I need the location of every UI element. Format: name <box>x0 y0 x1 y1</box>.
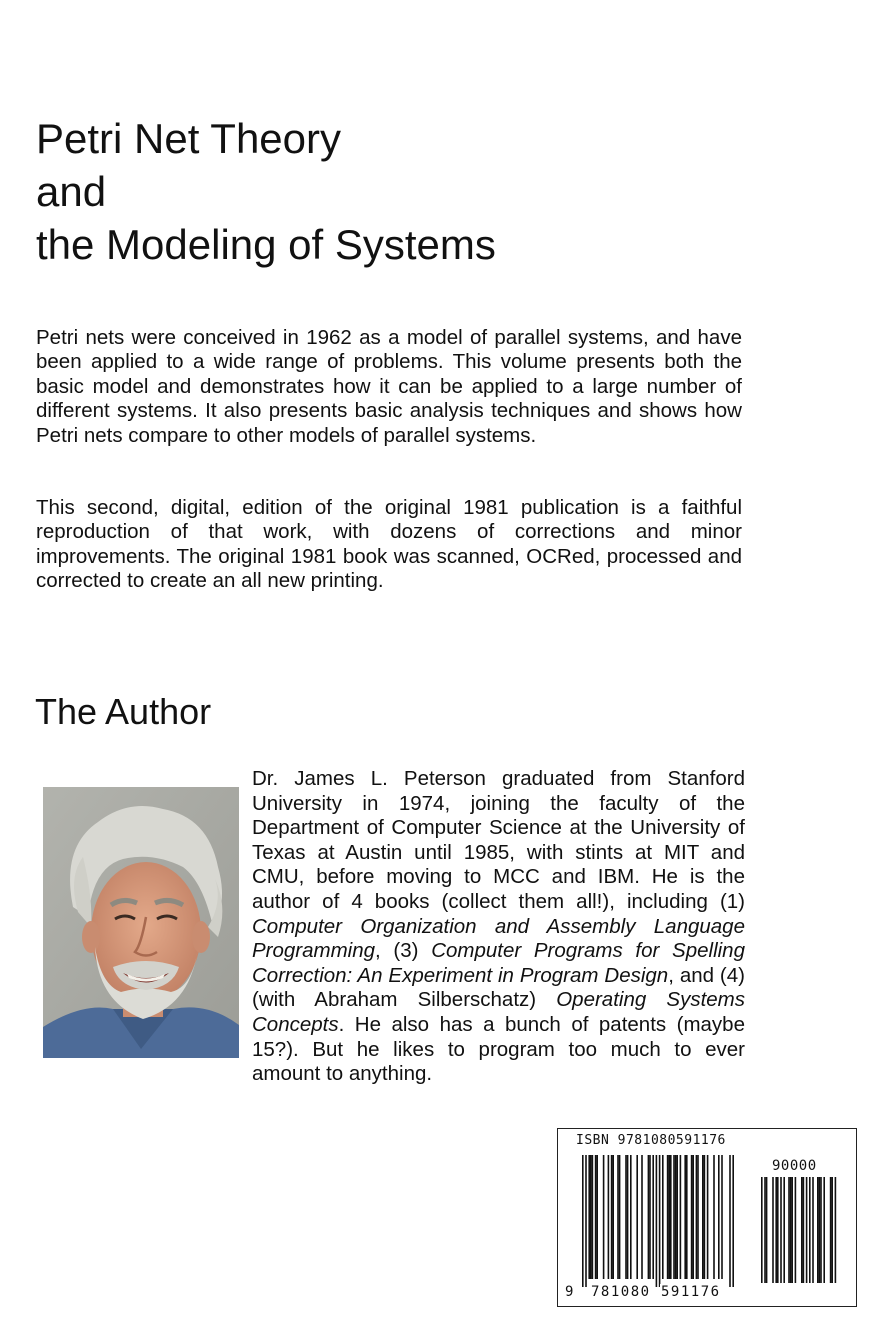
addon-barcode-module <box>761 1177 763 1283</box>
book-title <box>36 112 496 271</box>
barcode-module <box>680 1155 682 1279</box>
barcode-module <box>686 1155 688 1279</box>
barcode-module <box>617 1155 619 1279</box>
barcode-module <box>603 1155 605 1279</box>
barcode-module <box>668 1155 670 1279</box>
addon-barcode-module <box>812 1177 814 1283</box>
addon-barcode-module <box>764 1177 766 1283</box>
barcode-module <box>673 1155 675 1279</box>
barcode-module <box>707 1155 709 1279</box>
barcode-module <box>641 1155 643 1279</box>
addon-barcode-module <box>780 1177 782 1283</box>
addon-barcode-module <box>801 1177 803 1283</box>
author-heading: The Author <box>35 691 212 732</box>
title-line-2: and <box>36 168 107 215</box>
barcode-module <box>582 1155 584 1287</box>
addon-barcode-module <box>823 1177 825 1283</box>
price-code-label: 90000 <box>772 1158 817 1174</box>
bio-text-1: Dr. James L. Peterson graduated from Stanford University in 1974, joining the faculty of the Department of Computer Science at the University of Texas at Austin until 1985, with stints at MIT and CMU, before moving to MCC and IBM. He is the author of 4 books (collect them all!), including (1) <box>252 767 745 913</box>
author-biography <box>252 767 745 1087</box>
barcode-module <box>676 1155 678 1279</box>
barcode-module <box>592 1155 594 1279</box>
barcode-module <box>625 1155 627 1279</box>
addon-barcode-module <box>831 1177 833 1283</box>
title-line-1: Petri Net Theory <box>36 115 342 162</box>
barcode-bars <box>558 1129 856 1306</box>
barcode-module <box>684 1155 686 1279</box>
barcode-module <box>729 1155 731 1287</box>
bio-text-4: . He also has a bunch of patents (maybe 15?). But he likes to program too much to ever amount to anything. <box>252 1012 745 1086</box>
barcode-digits-left: 781080 <box>591 1284 651 1300</box>
barcode-module <box>702 1155 704 1279</box>
barcode-module <box>595 1155 597 1279</box>
bio-text-2: , (3) <box>375 939 432 963</box>
description-paragraph-2: This second, digital, edition of the original 1981 publication is a faithful reproduction of that work, with dozens of corrections and minor improvements. The original 1981 book was scanned, OCRed, processed and corrected to create an all new printing. <box>36 496 742 593</box>
addon-barcode-module <box>791 1177 793 1283</box>
barcode-module <box>704 1155 706 1279</box>
barcode-module <box>662 1155 664 1279</box>
description-paragraph-1: Petri nets were conceived in 1962 as a model of parallel systems, and have been applied to a wide range of problems. This volume presents both the basic model and demonstrates how it can be applied to a large number of different systems. It also presents basic analysis techniques and shows how Petri nets compare to other models of parallel systems. <box>36 326 742 447</box>
bio-book-4-title: Operating Systems Concepts <box>252 988 745 1036</box>
barcode-module <box>652 1155 654 1279</box>
addon-barcode-module <box>790 1177 792 1283</box>
barcode-module <box>670 1155 672 1279</box>
barcode-module <box>721 1155 723 1279</box>
addon-barcode-module <box>806 1177 808 1283</box>
barcode-digit-first: 9 <box>565 1284 574 1300</box>
barcode-module <box>692 1155 694 1279</box>
barcode-module <box>732 1155 734 1287</box>
addon-barcode-module <box>803 1177 805 1283</box>
addon-barcode-module <box>820 1177 822 1283</box>
addon-barcode-module <box>775 1177 777 1283</box>
barcode-module <box>656 1155 658 1287</box>
barcode-module <box>608 1155 610 1279</box>
barcode-module <box>636 1155 638 1279</box>
barcode-module <box>611 1155 613 1279</box>
barcode-module <box>667 1155 669 1279</box>
barcode-module <box>675 1155 677 1279</box>
addon-barcode-module <box>783 1177 785 1283</box>
author-photo <box>43 787 239 1058</box>
barcode-module <box>596 1155 598 1279</box>
bio-book-1-title: Computer Organization and Assembly Language Programming <box>252 914 745 963</box>
barcode-module <box>590 1155 592 1279</box>
barcode-module <box>612 1155 614 1279</box>
barcode-module <box>649 1155 651 1279</box>
barcode-digits-right: 591176 <box>661 1284 721 1300</box>
bio-text-3: , and (4) (with Abraham Silberschatz) <box>252 963 745 1012</box>
author-portrait-image <box>43 787 239 1058</box>
barcode-module <box>648 1155 650 1279</box>
barcode-module <box>627 1155 629 1279</box>
barcode-module <box>718 1155 720 1279</box>
barcode-module <box>588 1155 590 1279</box>
addon-barcode-module <box>795 1177 797 1283</box>
addon-barcode-module <box>777 1177 779 1283</box>
barcode-module <box>691 1155 693 1279</box>
addon-barcode-module <box>809 1177 811 1283</box>
addon-barcode-module <box>830 1177 832 1283</box>
barcode-module <box>713 1155 715 1279</box>
barcode-module <box>659 1155 661 1287</box>
addon-barcode-module <box>817 1177 819 1283</box>
barcode-module <box>630 1155 632 1279</box>
isbn-barcode-box <box>557 1128 857 1307</box>
addon-barcode-module <box>819 1177 821 1283</box>
isbn-label: ISBN 9781080591176 <box>576 1133 726 1148</box>
bio-book-3-title: Computer Programs for Spelling Correction: An Experiment in Program Design <box>252 939 745 987</box>
barcode-module <box>696 1155 698 1279</box>
title-line-3: the Modeling of Systems <box>36 221 496 268</box>
barcode-module <box>619 1155 621 1279</box>
addon-barcode-module <box>772 1177 774 1283</box>
addon-barcode-module <box>835 1177 837 1283</box>
barcode-module <box>585 1155 587 1287</box>
addon-barcode-module <box>766 1177 768 1283</box>
addon-barcode-module <box>788 1177 790 1283</box>
barcode-module <box>697 1155 699 1279</box>
